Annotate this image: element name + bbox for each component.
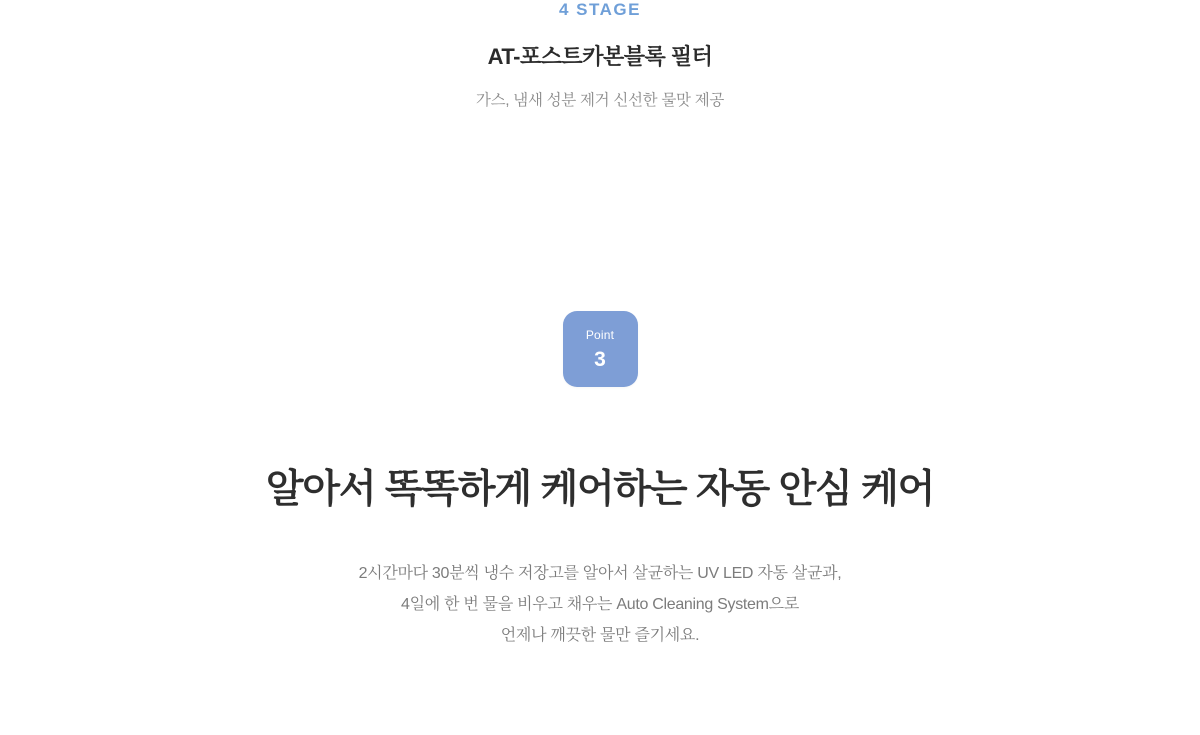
body-copy-line-3: 언제나 깨끗한 물만 즐기세요. [500, 627, 700, 644]
filter-stage-title: AT-포스트카본블록 필터 [487, 44, 713, 69]
point-badge-container [0, 311, 1200, 387]
section-headline: 알아서 똑똑하게 케어하는 자동 안심 케어 [265, 468, 935, 511]
body-copy-line-1: 2시간마다 30분씩 냉수 저장고를 알아서 살균하는 UV LED 자동 살균과, [358, 565, 842, 582]
section-body-copy [0, 558, 1200, 651]
point-badge-word: Point [585, 327, 615, 342]
filter-stage-block [0, 0, 1200, 110]
filter-stage-description: 가스, 냄새 성분 제거 신선한 물맛 제공 [475, 92, 725, 109]
filter-stage-label: 4 STAGE [559, 0, 641, 19]
body-copy-line-2: 4일에 한 번 물을 비우고 채우는 Auto Cleaning System으로 [401, 596, 799, 613]
point-badge [563, 311, 638, 387]
point-badge-number: 3 [594, 347, 606, 371]
